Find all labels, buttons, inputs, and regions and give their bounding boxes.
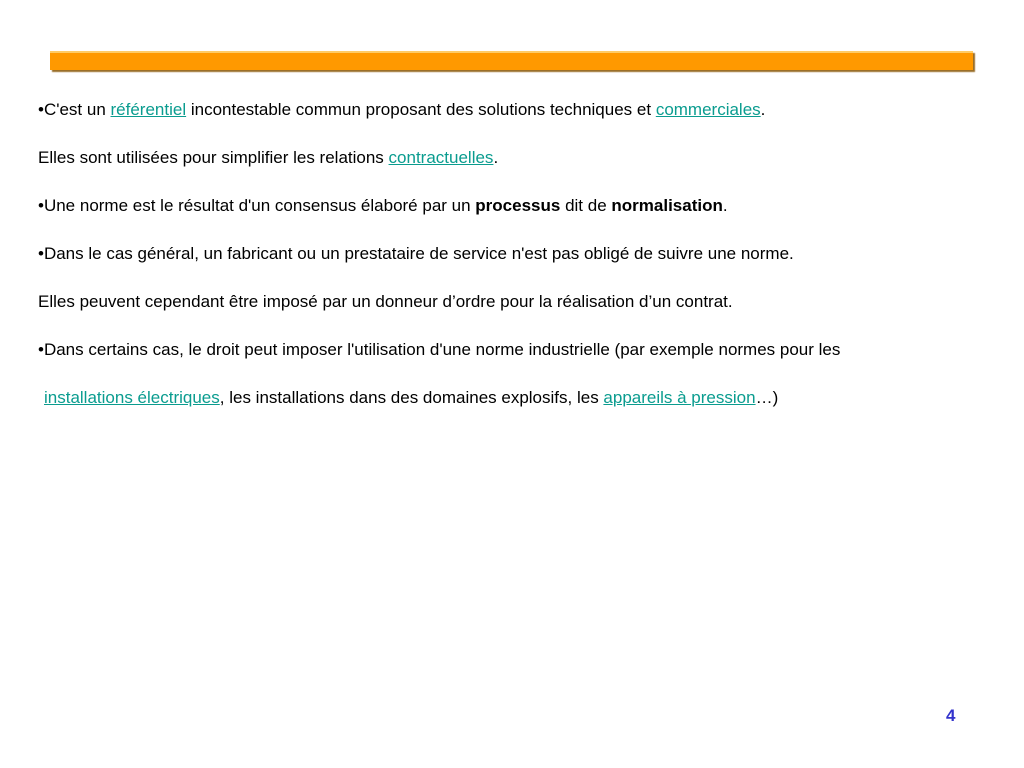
paragraph-cas-general <box>38 242 1008 266</box>
page-number: 4 <box>946 706 956 725</box>
paragraph-text: dit de <box>560 196 612 215</box>
link-contractuelles[interactable]: contractuelles <box>388 148 494 167</box>
paragraph-text: •Dans certains cas, le droit peut imposer l'utilisation d'une norme industrielle (par exemple normes pour les <box>38 340 841 359</box>
paragraph-referentiel <box>38 98 1008 122</box>
paragraph-consensus <box>38 194 1008 218</box>
bold-processus: processus <box>475 196 561 215</box>
paragraph-donneur-ordre <box>38 290 1008 314</box>
link-appareils-pression[interactable]: appareils à pression <box>603 388 756 407</box>
title-bar <box>50 51 973 70</box>
link-referentiel[interactable]: référentiel <box>110 100 187 119</box>
link-commerciales[interactable]: commerciales <box>655 100 761 119</box>
link-installations-electriques[interactable]: installations électriques <box>44 388 220 407</box>
paragraph-text: •Dans le cas général, un fabricant ou un prestataire de service n'est pas obligé de suivre une norme. <box>38 244 794 263</box>
paragraph-installations <box>38 386 1008 410</box>
paragraph-relations <box>38 146 1008 170</box>
paragraph-text: •Une norme est le résultat d'un consensus élaboré par un <box>38 196 476 215</box>
paragraph-text: . <box>760 100 766 119</box>
paragraph-text: . <box>493 148 499 167</box>
paragraph-text: . <box>722 196 728 215</box>
bold-normalisation: normalisation <box>611 196 723 215</box>
slide-content <box>38 98 1008 434</box>
paragraph-text: Elles peuvent cependant être imposé par un donneur d’ordre pour la réalisation d’un contrat. <box>38 292 733 311</box>
paragraph-text: Elles sont utilisées pour simplifier les relations <box>38 148 389 167</box>
paragraph-text: incontestable commun proposant des solutions techniques et <box>186 100 656 119</box>
paragraph-text: , les installations dans des domaines explosifs, les <box>219 388 604 407</box>
paragraph-text: …) <box>755 388 779 407</box>
paragraph-droit <box>38 338 1008 362</box>
paragraph-text: •C'est un <box>38 100 111 119</box>
